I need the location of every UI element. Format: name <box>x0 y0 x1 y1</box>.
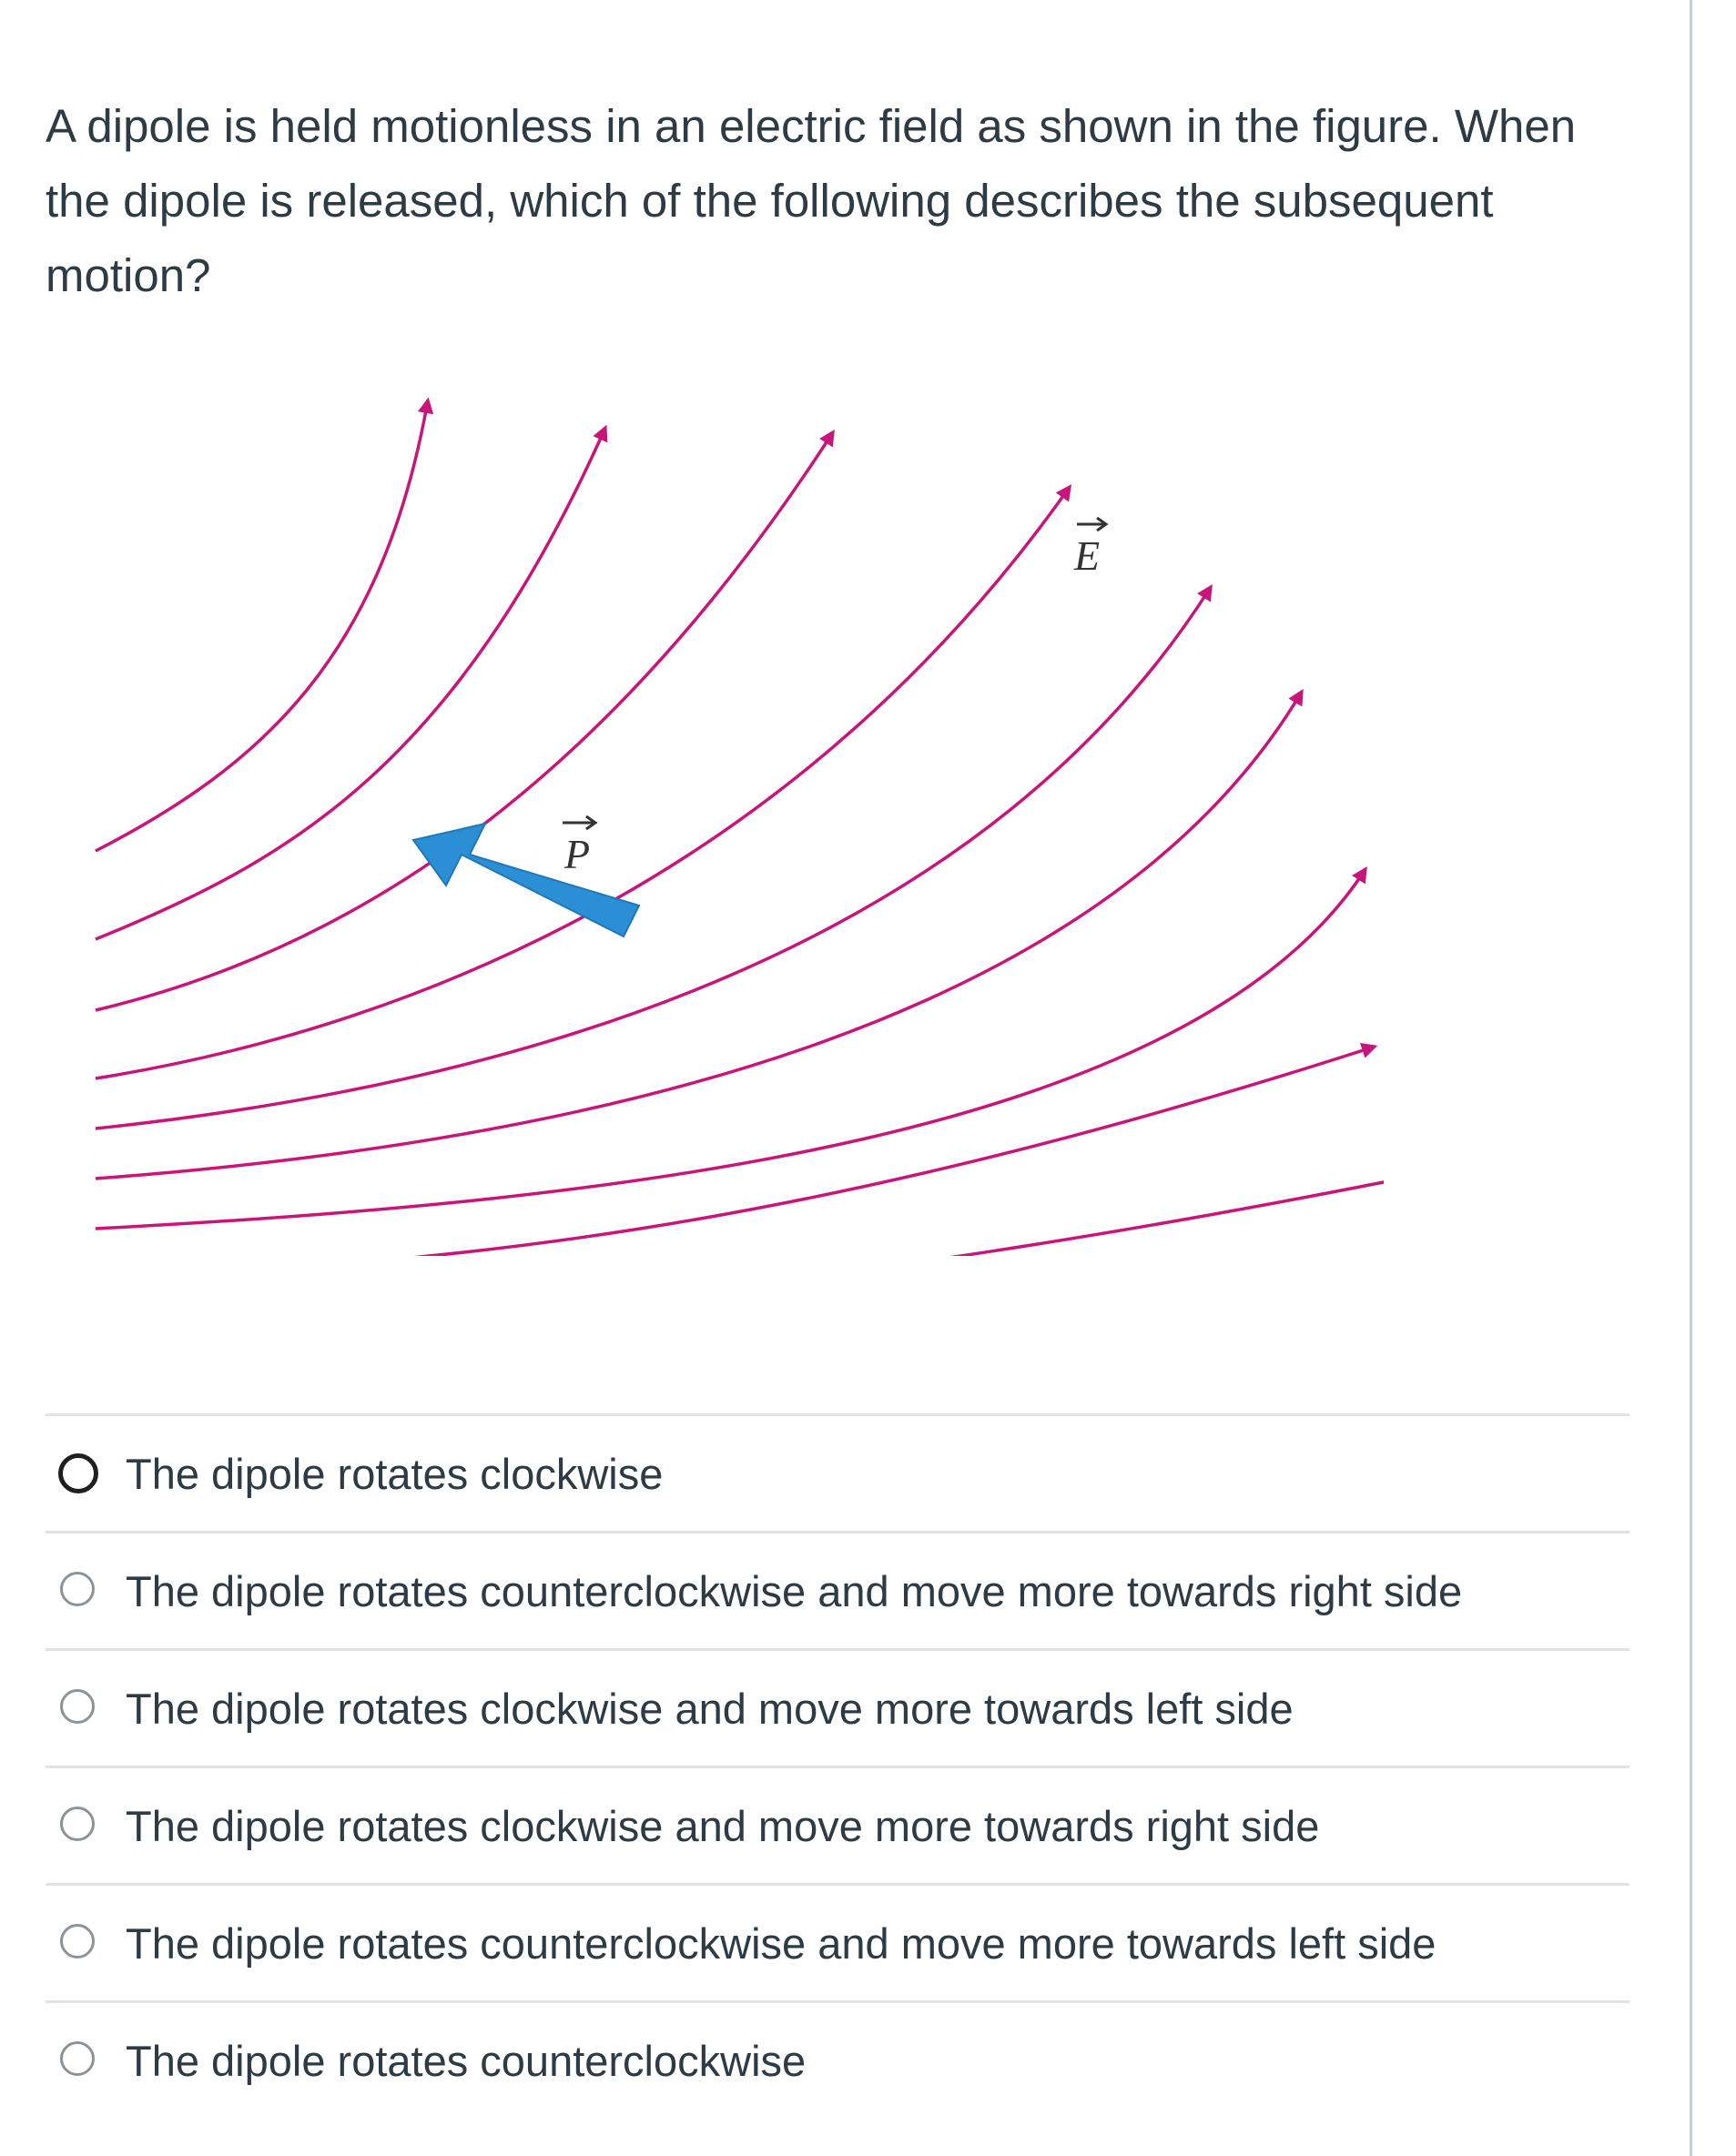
question-text: A dipole is held motionless in an electric field as shown in the figure. When the dipole is released, which of the following describes the subsequent motion? <box>46 100 1577 301</box>
radio-button[interactable] <box>60 2041 95 2076</box>
page-right-border <box>1690 0 1692 2156</box>
field-line-7 <box>96 869 1365 1229</box>
answer-option-1[interactable] <box>46 1413 1629 1531</box>
field-line-1 <box>96 400 428 851</box>
answer-option-4[interactable] <box>46 1766 1629 1883</box>
answer-label: The dipole rotates counterclockwise and move more towards right side <box>126 1566 1463 1615</box>
radio-button[interactable] <box>58 1453 98 1493</box>
answer-option-3[interactable] <box>46 1648 1629 1766</box>
radio-button[interactable] <box>60 1924 95 1959</box>
answer-option-2[interactable] <box>46 1531 1629 1648</box>
answer-label: The dipole rotates counterclockwise and move more towards left side <box>126 1918 1437 1968</box>
radio-button[interactable] <box>60 1807 95 1841</box>
answer-option-6[interactable] <box>46 2000 1629 2118</box>
dipole-arrow <box>413 824 639 936</box>
radio-button[interactable] <box>60 1689 95 1724</box>
answer-option-5[interactable] <box>46 1883 1629 2000</box>
field-line-8 <box>96 1047 1375 1256</box>
dipole-label <box>563 816 595 877</box>
radio-button[interactable] <box>60 1572 95 1606</box>
field-label <box>1073 518 1106 579</box>
dipole-label-text: P <box>564 831 591 877</box>
answer-label: The dipole rotates clockwise <box>126 1449 664 1498</box>
field-line-2 <box>96 428 605 939</box>
field-line-4 <box>96 487 1070 1078</box>
field-label-text: E <box>1074 532 1101 579</box>
answer-label: The dipole rotates clockwise and move more towards left side <box>126 1684 1294 1733</box>
electric-field-figure <box>55 382 1384 1256</box>
field-line-3 <box>96 432 833 1010</box>
answer-list <box>46 1413 1629 2118</box>
answer-label: The dipole rotates counterclockwise <box>126 2036 807 2085</box>
answer-label: The dipole rotates clockwise and move more towards right side <box>126 1801 1320 1850</box>
